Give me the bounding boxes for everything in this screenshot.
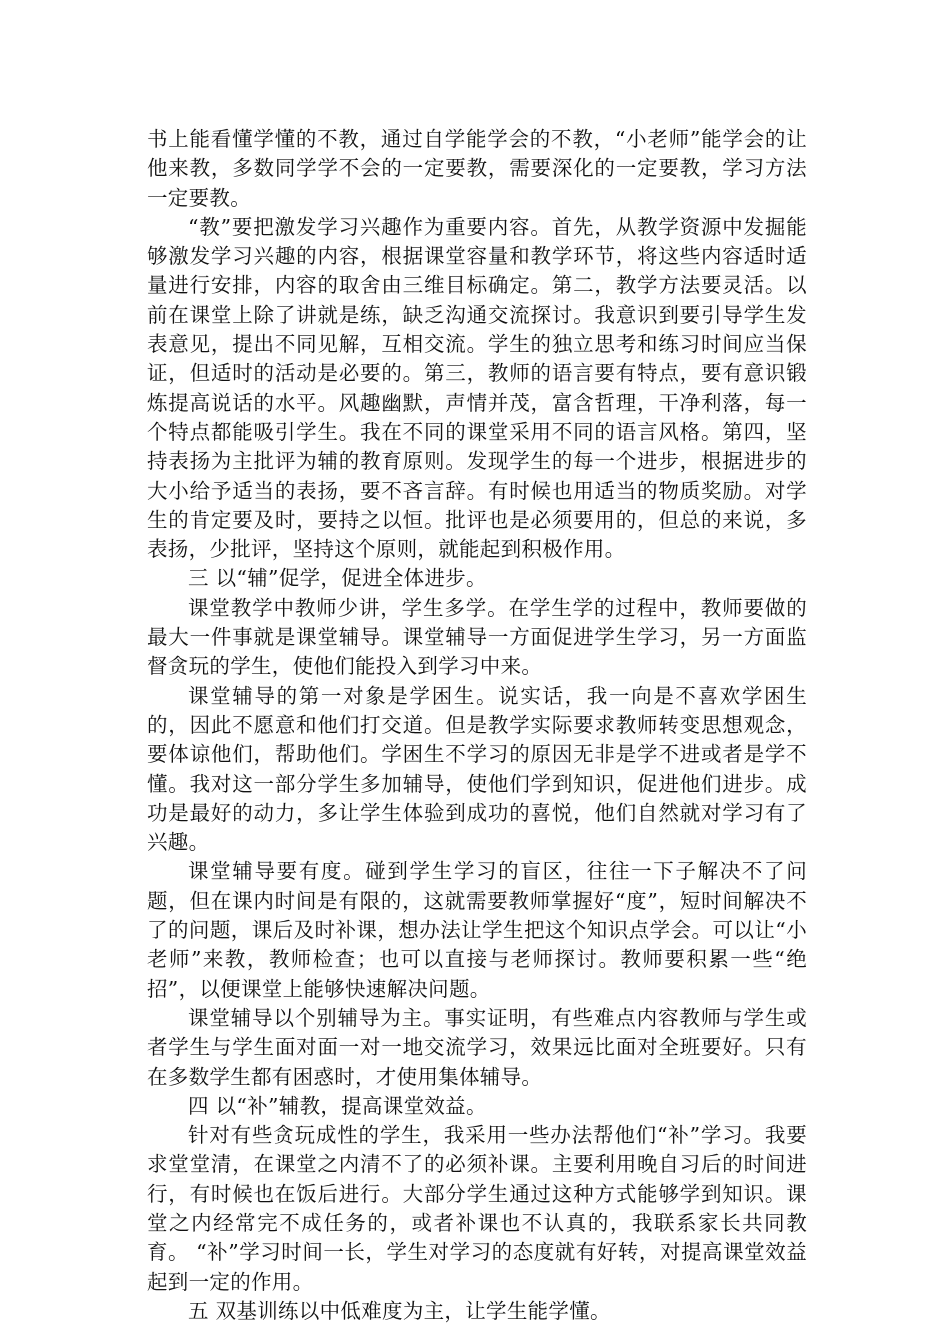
section-heading-3: 三 以“辅”促学，促进全体进步。 xyxy=(188,566,487,591)
paragraph-guidance-degree: 课堂辅导要有度。碰到学生学习的盲区，往往一下子解决不了问题，但在课内时间是有限的，这就需要教师掌握好“度”，短时间解决不了的问题，课后及时补课，想办法让学生把这个知识点学会。可以让“小老师”来教，教师检查；也可以直接与老师探讨。教师要积累一些“绝招”，以便课堂上能够快速解决问题。 xyxy=(147,859,807,1001)
paragraph-makeup-lessons: 针对有些贪玩成性的学生，我采用一些办法帮他们“补”学习。我要求堂堂清，在课堂之内清不了的必须补课。主要利用晚自习后的时间进行，有时候也在饭后进行。大部分学生通过这种方式能够学到知识。课堂之内经常完不成任务的，或者补课也不认真的，我联系家长共同教育。 “补”学习时间一长，学生对学习的态度就有好转，对提高课堂效益起到一定的作用。 xyxy=(147,1123,807,1294)
paragraph-individual-guidance: 课堂辅导以个别辅导为主。事实证明，有些难点内容教师与学生或者学生与学生面对面一对一地交流学习，效果远比面对全班要好。只有在多数学生都有困惑时，才使用集体辅导。 xyxy=(147,1005,807,1089)
paragraph-struggling-students: 课堂辅导的第一对象是学困生。说实话，我一向是不喜欢学困生的，因此不愿意和他们打交道。但是教学实际要求教师转变思想观念，要体谅他们，帮助他们。学困生不学习的原因无非是学不进或者是学不懂。我对这一部分学生多加辅导，使他们学到知识，促进他们进步。成功是最好的动力，多让学生体验到成功的喜悦，他们自然就对学习有了兴趣。 xyxy=(147,683,807,855)
paragraph-teaching-interest: “教”要把激发学习兴趣作为重要内容。首先，从教学资源中发掘能够激发学习兴趣的内容，根据课堂容量和教学环节，将这些内容适时适量进行安排，内容的取舍由三维目标确定。第二，教学方法要灵活。以前在课堂上除了讲就是练，缺乏沟通交流探讨。我意识到要引导学生发表意见，提出不同见解，互相交流。学生的独立思考和练习时间应当保证，但适时的活动是必要的。第三，教师的语言要有特点，要有意识锻炼提高说话的水平。风趣幽默，声情并茂，富含哲理，干净利落，每一个特点都能吸引学生。我在不同的课堂采用不同的语言风格。第四，坚持表扬为主批评为辅的教育原则。发现学生的每一个进步，根据进步的大小给予适当的表扬，要不吝言辞。有时候也用适当的物质奖励。对学生的肯定要及时，要持之以恒。批评也是必须要用的，但总的来说，多表扬，少批评，坚持这个原则，就能起到积极作用。 xyxy=(147,214,807,562)
paragraph-intro: 书上能看懂学懂的不教，通过自学能学会的不教，“小老师”能学会的让他来教，多数同学学不会的一定要教，需要深化的一定要教，学习方法一定要教。 xyxy=(147,127,807,210)
document-page xyxy=(147,125,807,1326)
section-heading-4: 四 以“补”辅教，提高课堂效益。 xyxy=(188,1093,487,1118)
paragraph-classroom-guidance: 课堂教学中教师少讲，学生多学。在学生学的过程中，教师要做的最大一件事就是课堂辅导。课堂辅导一方面促进学生学习，另一方面监督贪玩的学生，使他们能投入到学习中来。 xyxy=(147,595,807,679)
section-heading-5: 五 双基训练以中低难度为主，让学生能学懂。 xyxy=(188,1298,611,1323)
